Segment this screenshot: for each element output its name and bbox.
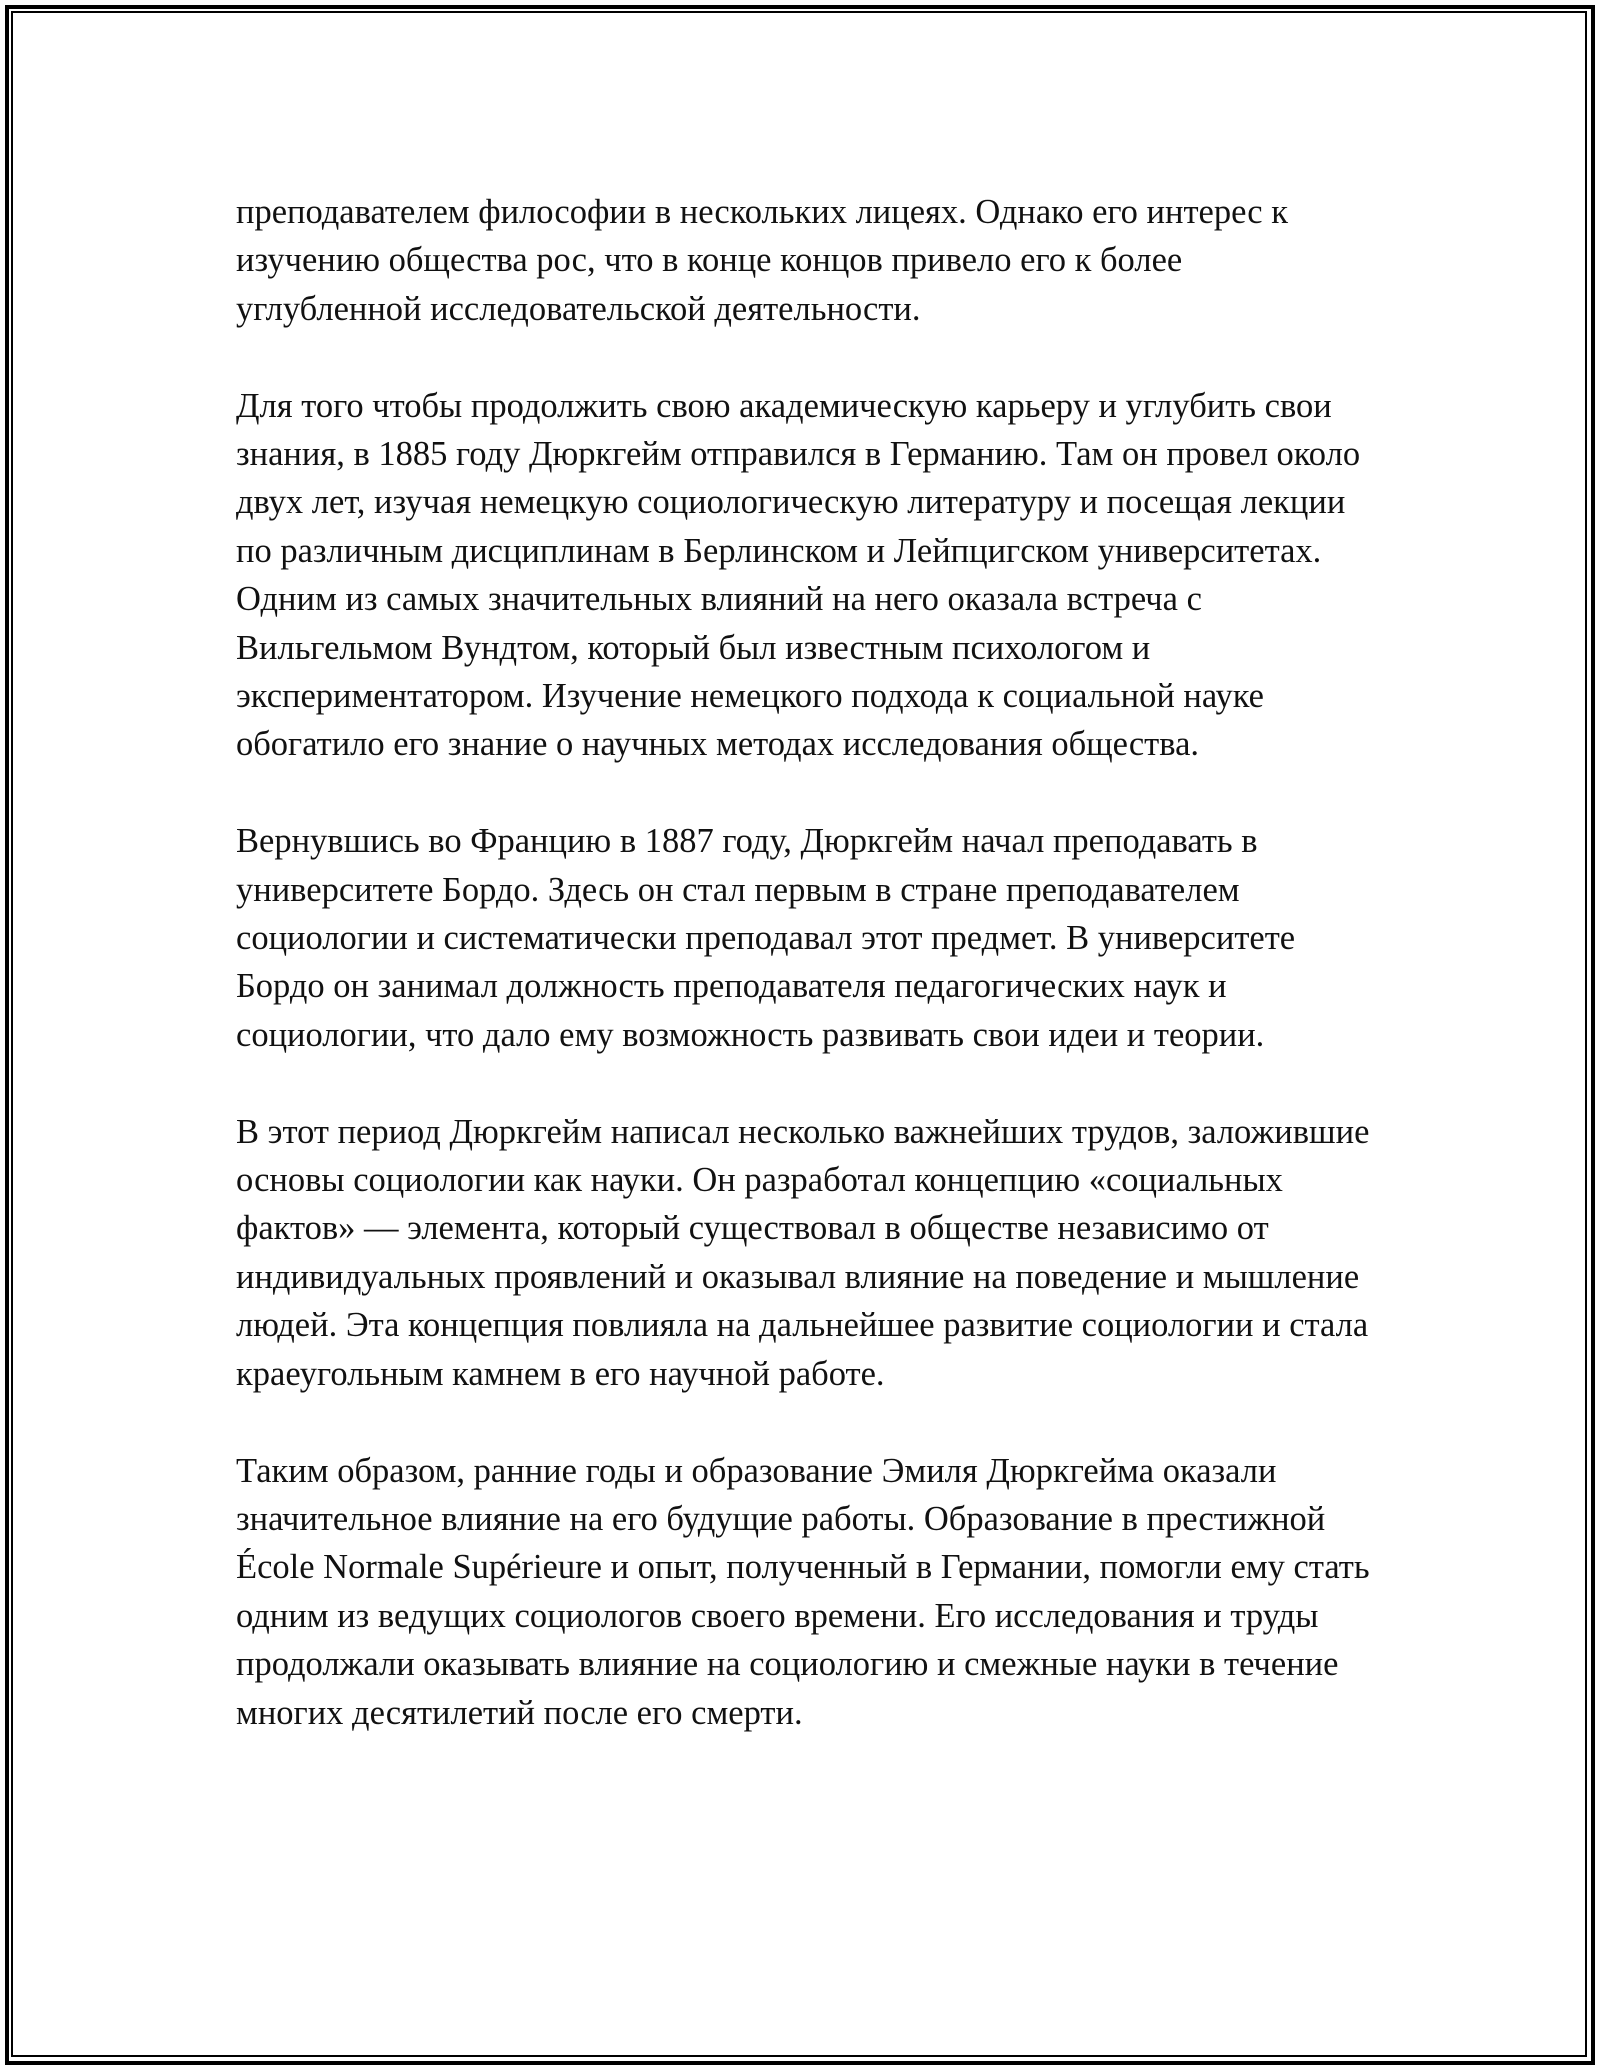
paragraph: В этот период Дюркгейм написал несколько важнейших трудов, заложившие основы социологии как науки. Он разработал концепцию «социальных фактов» — элемента, который существовал в обществе независимо от индивидуальных проявлений и оказывал влияние на поведение и мышление людей. Эта концепция повлияла на дальнейшее развитие социологии и стала краеугольным камнем в его научной работе.: [236, 1112, 1370, 1393]
document-body: [236, 188, 1376, 1785]
paragraph: Для того чтобы продолжить свою академическую карьеру и углубить свои знания, в 1885 году Дюркгейм отправился в Германию. Там он провел около двух лет, изучая немецкую социологическую литературу и посещая лекции по различным дисциплинам в Берлинском и Лейпцигском университетах. Одним из самых значительных влияний на него оказала встреча с Вильгельмом Вундтом, который был известным психологом и экспериментатором. Изучение немецкого подхода к социальной науке обогатило его знание о научных методах исследования общества.: [236, 386, 1361, 764]
paragraph: преподавателем философии в нескольких лицеях. Однако его интерес к изучению общества рос, что в конце концов привело его к более углубленной исследовательской деятельности.: [236, 193, 1288, 328]
paragraph: Вернувшись во Францию в 1887 году, Дюркгейм начал преподавать в университете Бордо. Здесь он стал первым в стране преподавателем социологии и систематически преподавал этот предмет. В университете Бордо он занимал должность преподавателя педагогических наук и социологии, что дало ему возможность развивать свои идеи и теории.: [236, 822, 1296, 1054]
paragraph: Таким образом, ранние годы и образование Эмиля Дюркгейма оказали значительное влияние на его будущие работы. Образование в престижной École Normale Supérieure и опыт, полученный в Германии, помогли ему стать одним из ведущих социологов своего времени. Его исследования и труды продолжали оказывать влияние на социологию и смежные науки в течение многих десятилетий после его смерти.: [236, 1451, 1370, 1732]
